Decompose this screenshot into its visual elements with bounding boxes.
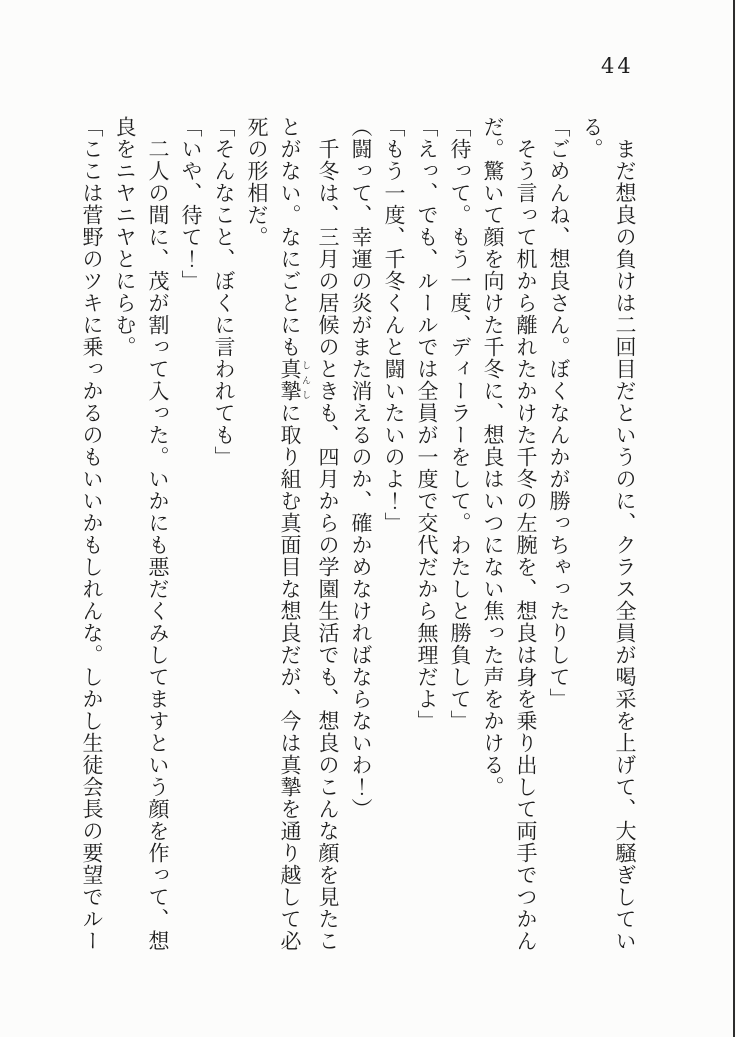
text-line: だ。驚いて顔を向けた千冬に、想良はいつにない焦った声をかける。 (481, 116, 505, 798)
text-line: そう言って机から離れたかけた千冬の左腕を、想良は身を乗り出して両手でつかん (514, 138, 538, 952)
page-edge-line (733, 0, 735, 1037)
text-line: とがない。なにごとにも真摯 しんしに取り組む真面目な想良だが、今は真摯を通り越して必 (278, 116, 311, 952)
text-line: まだ想良の負けは二回目だというのに、クラス全員が喝采を上げて、大騒ぎしてい (613, 138, 637, 952)
text-line: 「待って。もう一度、ディーラーをして。わたしと勝負して」 (448, 116, 472, 732)
text-line: 「ここは菅野のツキに乗っかるのもいいかもしれんな。しかし生徒会長の要望でルー (80, 116, 104, 952)
text-line: （闘って、幸運の炎がまた消えるのか、確かめなければならないわ！） (349, 116, 373, 820)
text-line: 「いや、待て！」 (179, 116, 203, 292)
text-line: る。 (580, 116, 604, 160)
text-line: 「もう一度、千冬くんと闘いたいのよ！」 (382, 116, 406, 534)
text-line: 「えっ、でも、ルールでは全員が一度で交代だから無理だよ」 (415, 116, 439, 732)
text-line: 二人の間に、茂が割って入った。いかにも悪だくみしてますという顔を作って、想 (146, 138, 170, 952)
text-line: 死の形相だ。 (245, 116, 269, 248)
text-line: 「ごめんね、想良さん。ぼくなんかが勝っちゃったりして」 (547, 116, 571, 710)
ruby-annotation: 真摯 しんし (278, 358, 311, 402)
text-line: 良をニヤニヤとにらむ。 (113, 116, 137, 358)
text-line: 「そんなこと、ぼくに言われても」 (212, 116, 236, 468)
page-number: 44 (601, 54, 634, 78)
text-line: 千冬は、三月の居候のときも、四月からの学園生活でも、想良のこんな顔を見たこ (316, 138, 340, 952)
text-block (75, 116, 641, 952)
